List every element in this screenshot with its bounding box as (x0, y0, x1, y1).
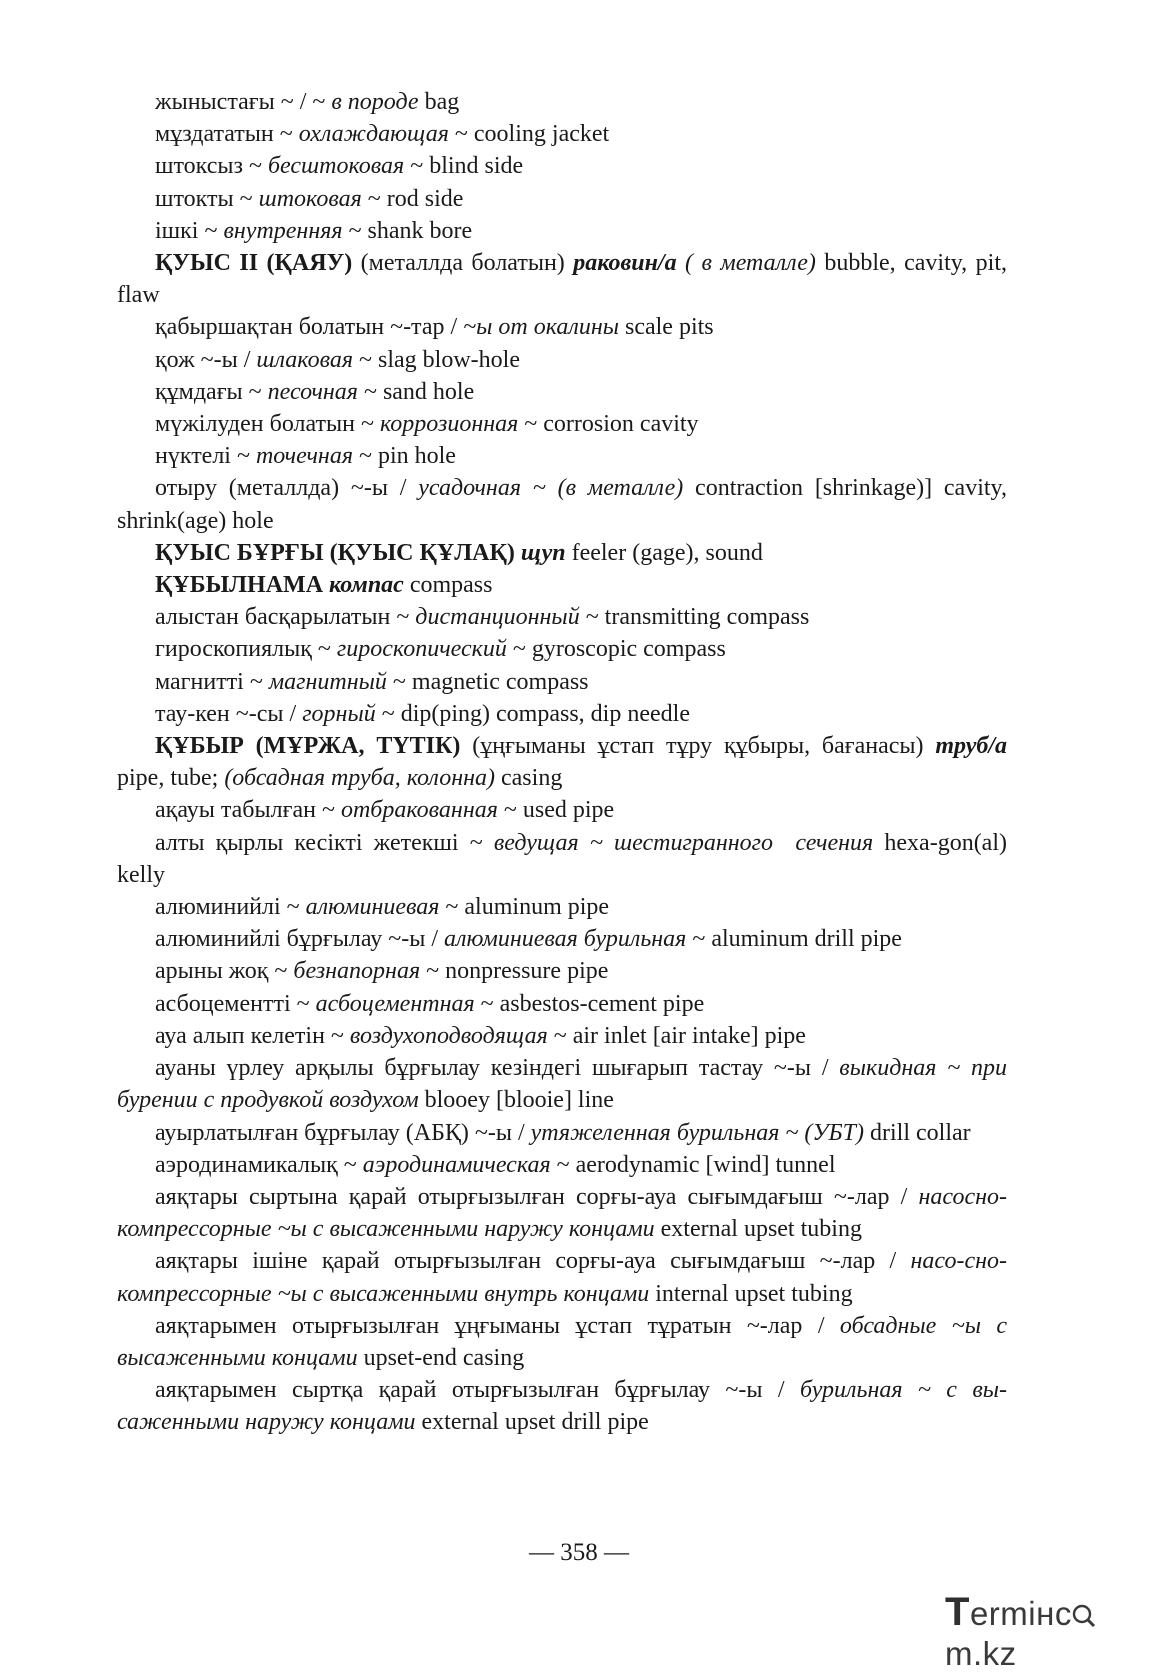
dictionary-entry (117, 1149, 1007, 1181)
entry-text: ~ rod side (361, 185, 464, 212)
entry-headword: ҚУЫС II (ҚАЯУ) (155, 250, 353, 277)
entry-russian-term: аэродинамическая (362, 1151, 551, 1178)
dictionary-entry (117, 1310, 1013, 1374)
dictionary-entry (117, 472, 1013, 536)
entry-russian-term: усадочная ~ (в металле) (418, 475, 684, 502)
entry-text: (ұңғыманы ұстап тұру құбыры, бағанасы) (460, 733, 936, 760)
dictionary-entry (117, 666, 1007, 698)
dictionary-entry (117, 601, 1007, 633)
dictionary-entry (117, 698, 1007, 730)
entry-text: external upset tubing (654, 1216, 862, 1243)
entry-russian-term: отбракованная (340, 797, 498, 824)
watermark-text-after: m.kz (945, 1635, 1017, 1672)
dictionary-entry (117, 1117, 1007, 1149)
entry-russian-term: точечная (255, 443, 353, 470)
dictionary-entry (117, 1245, 1007, 1309)
entry-text: scale pits (618, 314, 714, 341)
entry-russian-term: бесштоковая (267, 153, 405, 180)
entry-headword: ҚҰБЫР (МҰРЖА, ТҮТІК) (155, 733, 461, 760)
dictionary-entry (117, 1374, 1007, 1438)
entry-text: ~ aerodynamic [wind] tunnel (550, 1151, 836, 1178)
entry-russian-term: труб/а (935, 733, 1008, 760)
entry-text: ақауы табылған ~ (155, 797, 341, 824)
entry-text: ~ aluminum drill pipe (686, 926, 902, 953)
entry-russian-term: насо-сно-компрессорные ~ы с высаженными внутрь концами (117, 1248, 1007, 1307)
dictionary-entry (117, 376, 1007, 408)
dictionary-entry (117, 923, 1007, 955)
entry-text: аяқтары ішіне қарай отырғызылған сорғы-ауа сығымдағыш ~-лар / (155, 1248, 911, 1275)
entry-text: асбоцементті ~ (155, 990, 316, 1017)
entry-text: қож ~-ы / (155, 346, 257, 373)
dictionary-entry (117, 183, 1007, 215)
entry-text: contraction [shrinkage)] cavity, shrink(age) hole (117, 475, 1013, 534)
dictionary-entry (117, 247, 1013, 311)
entry-text: pipe, tube; (117, 733, 1014, 792)
entry-text: ауаны үрлеу арқылы бұрғылау кезіндегі шығарып тастау ~-ы / (155, 1055, 840, 1082)
entry-russian-term: ведущая ~ шестигранного сечения (493, 829, 874, 856)
entry-text: аяқтарымен сыртқа қарай отырғызылған бұрғылау ~-ы / (155, 1377, 800, 1404)
entry-text: алюминийлі ~ (155, 894, 306, 921)
entry-text: ~ nonpressure pipe (420, 958, 609, 985)
dictionary-entry (117, 730, 1014, 794)
entry-russian-term: воздухоподводящая (349, 1022, 548, 1049)
dictionary-entry (117, 988, 1007, 1020)
entry-russian-term: обсадные ~ы с высаженными концами (117, 1312, 1013, 1371)
entry-russian-term: ( в металле) (676, 250, 816, 277)
entry-russian-term: бурильная ~ с вы-саженными наружу концами (117, 1377, 1007, 1436)
dictionary-entry (117, 794, 1007, 826)
entry-russian-term: штоковая (258, 185, 362, 212)
entry-russian-term: горный (302, 700, 376, 727)
dictionary-entry (117, 408, 1007, 440)
entry-text: қабыршақтан болатын ~-тар / (155, 314, 464, 341)
entry-text: ~ dip(ping) compass, dip needle (375, 700, 690, 727)
entry-text: internal upset tubing (649, 1280, 853, 1307)
entry-russian-term: компас (329, 572, 404, 599)
entry-text: мүжілуден болатын ~ (155, 411, 380, 438)
dictionary-entry (117, 150, 1007, 182)
entry-russian-term: щуп (520, 539, 566, 566)
dictionary-entry (117, 827, 1013, 891)
entry-text: external upset drill pipe (415, 1409, 649, 1436)
entry-russian-term: дистанционный (415, 604, 580, 631)
entry-russian-term: охлаждающая (298, 121, 449, 148)
entry-text: ішкі ~ (155, 217, 224, 244)
entry-text: мұздататын ~ (155, 121, 299, 148)
entry-text: арыны жоқ ~ (155, 958, 294, 985)
dictionary-entry (117, 86, 1007, 118)
entry-text: hexa-gon(al) kelly (117, 829, 1013, 888)
entry-text: ~ blind side (404, 153, 524, 180)
dictionary-entry (117, 1052, 1013, 1116)
entry-russian-term: раковин/а (573, 250, 677, 277)
entry-russian-term: (обсадная труба, колонна) (224, 765, 495, 792)
dictionary-entry (117, 215, 1007, 247)
entry-text: ~ sand hole (357, 378, 475, 405)
termincom-watermark (945, 1590, 1158, 1672)
dictionary-entries (117, 86, 1014, 1439)
entry-text: ~ slag blow-hole (353, 346, 520, 373)
entry-text: casing (495, 765, 563, 792)
entry-text: магнитті ~ (155, 668, 269, 695)
entry-russian-term: асбоцементная (315, 990, 475, 1017)
entry-russian-term: коррозионная (379, 411, 519, 438)
dictionary-entry (117, 537, 1007, 569)
entry-text: ~ aluminum pipe (439, 894, 610, 921)
entry-text: алюминийлі бұрғылау ~-ы / (155, 926, 445, 953)
entry-russian-term: ~ы от окалины (463, 314, 619, 341)
entry-text: тау-кен ~-сы / (155, 700, 303, 727)
entry-text: ~ magnetic compass (386, 668, 589, 695)
entry-russian-term: выкидная ~ при бурении с продувкой воздухом (117, 1055, 1013, 1114)
entry-text: ~ air inlet [air intake] pipe (547, 1022, 806, 1049)
entry-text: аяқтары сыртына қарай отырғызылған сорғы-ауа сығымдағыш ~-лар / (155, 1183, 919, 1210)
dictionary-entry (117, 344, 1007, 376)
magnifier-icon (1072, 1603, 1096, 1627)
entry-text: нүктелі ~ (155, 443, 256, 470)
entry-text: ~ gyroscopic compass (506, 636, 726, 663)
entry-russian-term: песочная (267, 378, 358, 405)
entry-text: алыстан басқарылатын ~ (155, 604, 416, 631)
entry-text: құмдағы ~ (155, 378, 268, 405)
entry-text: ~ cooling jacket (448, 121, 610, 148)
entry-text: blooey [blooie] line (418, 1087, 614, 1114)
entry-text: (металлда болатын) (352, 250, 574, 277)
entry-headword: ҚУЫС БҰРҒЫ (ҚУЫС ҚҰЛАҚ) (155, 539, 515, 566)
entry-text: compass (403, 572, 493, 599)
entry-russian-term: безнапорная (293, 958, 421, 985)
entry-text: bubble, cavity, pit, flaw (117, 250, 1013, 309)
entry-text: аяқтарымен отырғызылған ұңғыманы ұстап тұратын ~-лар / (155, 1312, 840, 1339)
entry-russian-term: гироскопический (336, 636, 507, 663)
dictionary-entry (117, 633, 1007, 665)
entry-text: ~ pin hole (352, 443, 456, 470)
dictionary-entry (117, 1020, 1007, 1052)
dictionary-entry (117, 311, 1007, 343)
entry-russian-term: алюминиевая (305, 894, 440, 921)
entry-text: штоксыз ~ (155, 153, 268, 180)
entry-text: ~ asbestos-cement pipe (474, 990, 705, 1017)
entry-text: штокты ~ (155, 185, 259, 212)
entry-russian-term: насосно-компрессорные ~ы с высаженными наружу концами (117, 1183, 1007, 1243)
page-number: — 358 — (529, 1539, 629, 1566)
entry-text: upset-end casing (357, 1344, 525, 1371)
entry-text: ~ corrosion cavity (518, 411, 699, 438)
entry-text: ~ used pipe (497, 797, 615, 824)
entry-text: жыныстағы ~ / ~ (155, 89, 332, 115)
entry-text: аэродинамикалық ~ (155, 1151, 363, 1178)
entry-russian-term: внутренняя (223, 217, 343, 244)
entry-text: feeler (gage), sound (565, 539, 763, 566)
entry-text: bag (418, 89, 460, 115)
dictionary-entry (117, 569, 1007, 601)
entry-russian-term: утяжеленная бурильная ~ (УБТ) (530, 1119, 864, 1146)
dictionary-entry (117, 118, 1007, 150)
dictionary-entry (117, 1181, 1007, 1245)
entry-text: ~ transmitting compass (579, 604, 810, 631)
entry-headword: ҚҰБЫЛНАМА (155, 572, 324, 599)
dictionary-entry (117, 955, 1007, 987)
entry-text: ауа алып келетін ~ (155, 1022, 350, 1049)
entry-russian-term: алюминиевая бурильная (444, 926, 687, 953)
entry-text: ~ shank bore (342, 217, 473, 244)
entry-russian-term: в породе (331, 89, 419, 115)
entry-text: drill collar (864, 1119, 971, 1146)
entry-text: гироскопиялық ~ (155, 636, 337, 663)
watermark-logo-letter: T (945, 1590, 970, 1634)
entry-text: ауырлатылған бұрғылау (АБҚ) ~-ы / (155, 1119, 531, 1146)
dictionary-entry (117, 891, 1007, 923)
entry-text: алты қырлы кесікті жетекші ~ (155, 829, 494, 856)
entry-text: отыру (металлда) ~-ы / (155, 475, 419, 502)
entry-russian-term: магнитный (268, 668, 387, 695)
entry-russian-term: шлаковая (256, 346, 354, 373)
dictionary-entry (117, 440, 1007, 472)
watermark-text-before: ermінc (969, 1595, 1072, 1632)
